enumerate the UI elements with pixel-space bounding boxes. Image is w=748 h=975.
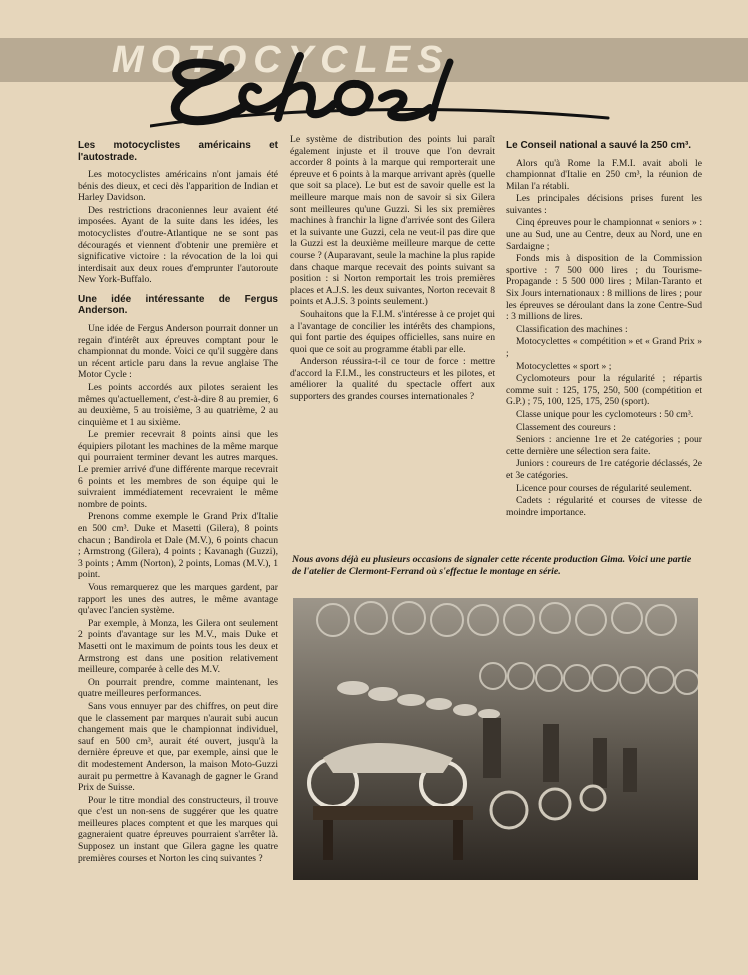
column-left [78,134,278,964]
article-title: Le Conseil national a sauvé la 250 cm³. [506,140,692,151]
paragraph: Cadets : régularité et courses de vitesse de moindre importance. [506,495,702,518]
photo-caption: Nous avons déjà eu plusieurs occasions de signaler cette récente production Gima. Voici une partie de l'atelier de Clermont-Ferrand où s'effectue le montage en série. [292,554,692,577]
column-middle [290,134,495,554]
factory-photo [293,598,698,880]
paragraph: Juniors : coureurs de 1re catégorie déclassés, 2e et 3e catégories. [506,458,702,481]
paragraph: Les points accordés aux pilotes seraient les mêmes qu'actuellement, c'est-à-dire 8 au premier, 6 au deuxième, 5 au troisième, 3 au quatrième, 2 au cinquième et 1 au sixième. [78,381,278,428]
paragraph: Cinq épreuves pour le championnat « seniors » : une au Sud, une au Centre, deux au Nord, une en Sardaigne ; [506,217,702,252]
paragraph: Les principales décisions prises furent les suivantes : [506,193,702,216]
paragraph: Les motocyclistes américains n'ont jamais été bénis des dieux, et ceci dès l'apparition de Indian et Harley Davidson. [78,169,278,204]
paragraph: Sans vous ennuyer par des chiffres, on peut dire que le classement par marques n'aurait subi aucun changement mais que le championnat individuel, sauf en 500 cm³, aurait été ouvert, jusqu'à la dernière épreuve et que, par exemple, ainsi que le dit modestement Anderson, la maison Moto-Guzzi aurait pu permettre à Kavanagh de gagner le Grand Prix de Suisse. [78,700,278,794]
paragraph: Une idée de Fergus Anderson pourrait donner un regain d'intérêt aux épreuves comptant pour le championnat du monde. Voici ce qu'il suggère dans un récent article paru dans la revue anglaise The Motor Cycle : [78,322,278,381]
paragraph: Alors qu'à Rome la F.M.I. avait aboli le championnat d'Italie en 250 cm³, la réunion de Milan l'a rétabli. [506,157,702,192]
paragraph: Cyclomoteurs pour la régularité ; répartis comme suit : 125, 175, 250, 500 (compétition et G.P.) ; 75, 100, 125, 175, 250 (sport). [506,373,702,408]
article-title: Les motocyclistes américains et l'autostrade. [78,140,278,163]
paragraph: Anderson réussira-t-il ce tour de force : mettre d'accord la F.I.M., les constructeurs et les pilotes, et améliorer la qualité du spectacle offert aux supporters des grandes courses internationales ? [290,356,495,403]
paragraph: Souhaitons que la F.I.M. s'intéresse à ce projet qui a l'avantage de concilier les intérêts des champions, qui font partie des équipes officielles, sans nuire en quoi que ce soit au programme établi par elle. [290,308,495,355]
paragraph: Par exemple, à Monza, les Gilera ont seulement 2 points d'avantage sur les M.V., mais Duke et Masetti ont le maximum de points tous les deux et Armstrong est dans une position relativement meilleure, comparée à celle des M.V. [78,617,278,676]
banner-word: MOTOCYCLES [112,39,450,81]
article-title: Une idée intéressante de Fergus Anderson. [78,293,278,317]
paragraph: Classification des machines : [516,323,628,335]
paragraph: Le premier recevrait 8 points ainsi que les équipiers pilotant les machines de la même marque qui pourraient terminer devant les autres marques. Le premier arrivé d'une différente marque recevrait 6 points et les membres de son équipe qui le suivraient immédiatement recevraient le même nombre de points. [78,429,278,510]
paragraph: Classement des coureurs : [516,421,616,433]
paragraph: On pourrait prendre, comme maintenant, les quatre meilleures performances. [78,676,278,700]
paragraph: Motocyclettes « compétition » et « Grand Prix » ; [506,336,702,359]
paragraph: Pour le titre mondial des constructeurs, il trouve que c'est un non-sens de suggérer que les quatre meilleures places comptent et que les marques qui gagneraient quatre épreuves pourraient s'arrêter là. Supposez un instant que Gilera gagne les quatre premières courses et Norton les cinq suivantes ? [78,794,278,864]
paragraph: Fonds mis à disposition de la Commission sportive : 7 500 000 lires ; du Tourisme-Propagande : 5 500 000 lires ; Milan-Taranto et Six Jours internationaux : 8 millions de lires ; pour les épreuves se déroulant dans la zone Centre-Sud : 3 millions de lires. [506,253,702,323]
column-right [506,134,702,554]
factory-photo-drawing [293,598,698,880]
paragraph: Le système de distribution des points lui paraît également injuste et il trouve que l'on devrait accorder 8 points à la marque qui remporterait une épreuve et 6 points à la marque arrivant après (quelle que soit sa place). Le but est de savoir quelle est la meilleure marque mais non de savoir si six Gilera sont meilleures qu'une Guzzi. Si les six premières machines à franchir la ligne d'arrivée sont des Gilera et la suivante une Guzzi, cela ne veut-il pas dire que la Guzzi est la deuxième meilleure marque de cette course ? (Auparavant, seule la machine la plus rapide dans chaque marque recevait des points suivant sa position : si Norton remportait les trois premières places et A.J.S. les deux suivantes, Norton recevait 8 points et A.J.S. 3 points seulement.) [290,134,495,308]
paragraph: Classe unique pour les cyclomoteurs : 50 cm³. [516,408,694,420]
paragraph: Motocyclettes « sport » ; [516,360,612,372]
paragraph: Prenons comme exemple le Grand Prix d'Italie en 500 cm³. Duke et Masetti (Gilera), 8 points chacun ; Bandirola et Dale (M.V.), 6 points chacun ; Armstrong (Gilera), 4 points ; Kavanagh (Guzzi), 3 points ; Amm (Norton), 2 points, Lomas (M.V.), 1 point. [78,511,278,581]
paragraph: Licence pour courses de régularité seulement. [516,482,692,494]
paragraph: Vous remarquerez que les marques gardent, par rapport les unes des autres, le même avantage qu'avec l'ancien système. [78,582,278,617]
script-title-logo [150,38,610,134]
paragraph: Seniors : ancienne 1re et 2e catégories ; pour cette dernière une sélection sera faite. [506,434,702,457]
paragraph: Des restrictions draconiennes leur avaient été imposées. Ayant de la suite dans les idées, les motocyclistes d'outre-Atlantique ne se sont pas découragés et viennent d'obtenir une première et significative victoire : la révocation de la loi qui interdisait aux deux roues d'emprunter l'autoroute New York-Buffalo. [78,204,278,286]
